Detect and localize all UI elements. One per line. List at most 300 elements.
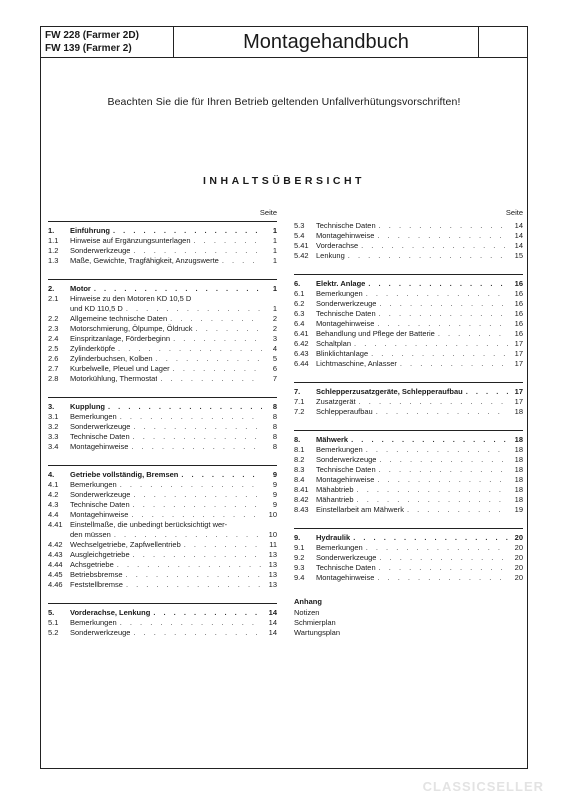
toc-entry (48, 560, 277, 570)
toc-entry-number: 2.2 (48, 314, 59, 323)
safety-warning: Beachten Sie die für Ihren Betrieb geltenden Unfallverhütungsvorschriften! (107, 96, 461, 108)
toc-leader-dots (173, 364, 262, 374)
toc-entry-number: 2.4 (48, 334, 59, 343)
toc-leader-dots (379, 563, 508, 573)
toc-leader-dots (133, 490, 262, 500)
appendix-item: Schmierplan (294, 618, 336, 627)
toc-right-column (294, 207, 523, 638)
toc-entry (294, 359, 523, 369)
toc-entry (294, 251, 523, 261)
toc-entry-page: 20 (514, 563, 523, 572)
toc-entry (48, 540, 277, 550)
watermark-logo: CLASSICSELLER (422, 779, 544, 794)
toc-entry-title: Ausgleichgetriebe (70, 550, 130, 559)
toc-entry (294, 299, 523, 309)
toc-entry-title: Bemerkungen (70, 618, 117, 627)
toc-entry-number: 8.42 (294, 495, 309, 504)
toc-leader-dots (133, 628, 262, 638)
toc-leader-dots (379, 309, 508, 319)
toc-entry-page: 1 (272, 246, 277, 255)
toc-entry (294, 485, 523, 495)
toc-entry (48, 344, 277, 354)
toc-leader-dots (184, 540, 262, 550)
toc-entry-number: 6.2 (294, 299, 305, 308)
toc-entry-title: Hinweise auf Ergänzungsunterlagen (70, 236, 191, 245)
toc-entry-title: Einspritzanlage, Förderbeginn (70, 334, 171, 343)
toc-entry-number: 6.4 (294, 319, 305, 328)
toc-entry-title: Mähantrieb (316, 495, 354, 504)
toc-section (294, 528, 523, 583)
toc-entry-title: Montagehinweise (70, 442, 129, 451)
toc-entry-title: Montagehinweise (316, 475, 375, 484)
toc-leader-dots (357, 485, 508, 495)
toc-entry-page: 3 (272, 334, 277, 343)
toc-leader-dots (120, 412, 262, 422)
toc-leader-dots (379, 221, 508, 231)
toc-entry-page: 18 (514, 445, 523, 454)
toc-entry (48, 402, 277, 412)
toc-leader-dots (133, 550, 262, 560)
toc-leader-dots (114, 530, 262, 540)
toc-entry-number: 2. (48, 284, 55, 293)
toc-entry (294, 329, 523, 339)
toc-entry-number: 4.46 (48, 580, 63, 589)
toc-entry (48, 246, 277, 256)
appendix-item: Wartungsplan (294, 628, 340, 637)
toc-entry (294, 339, 523, 349)
toc-entry-title: Achsgetriebe (70, 560, 114, 569)
toc-entry-number: 3.3 (48, 432, 59, 441)
toc-section (294, 274, 523, 369)
toc-entry-number: 6.42 (294, 339, 309, 348)
toc-entry-title: Motor (70, 284, 91, 293)
page-column-label: Seite (259, 208, 277, 217)
toc-entry-page: 14 (268, 618, 277, 627)
toc-entry-number: 5.3 (294, 221, 305, 230)
toc-entry-page: 1 (272, 226, 277, 235)
toc-entry-page: 1 (272, 256, 277, 265)
toc-entry-title: Sonderwerkzeuge (316, 553, 377, 562)
toc-entry-page: 18 (514, 407, 523, 416)
toc-entry (294, 573, 523, 583)
toc-entry-title: Vorderachse, Lenkung (70, 608, 151, 617)
toc-entry-title: den müssen (70, 530, 111, 539)
toc-entry-number: 5.1 (48, 618, 59, 627)
toc-entry-page: 7 (272, 374, 277, 383)
toc-entry-page: 13 (268, 580, 277, 589)
toc-leader-dots (160, 374, 262, 384)
toc-entry-title: Technische Daten (316, 465, 376, 474)
toc-leader-dots (361, 241, 508, 251)
toc-entry-page: 10 (268, 530, 277, 539)
toc-leader-dots (118, 344, 262, 354)
toc-entry-number: 8.1 (294, 445, 305, 454)
toc-entry-title: Bemerkungen (70, 412, 117, 421)
toc-entry (48, 580, 277, 590)
model-2: FW 139 (Farmer 2) (45, 43, 132, 54)
toc-entry-title: Feststellbremse (70, 580, 123, 589)
toc-entry-page: 19 (514, 505, 523, 514)
toc-entry (294, 407, 523, 417)
toc-entry-page: 11 (269, 540, 277, 549)
model-1: FW 228 (Farmer 2D) (45, 30, 139, 41)
toc-entry-number: 3. (48, 402, 55, 411)
toc-entry (48, 618, 277, 628)
toc-entry-title: Motorschmierung, Ölpumpe, Öldruck (70, 324, 193, 333)
toc-entry-title: Blinklichtanlage (316, 349, 369, 358)
toc-entry-number: 8.2 (294, 455, 305, 464)
toc-entry (48, 490, 277, 500)
toc-entry-page: 9 (272, 500, 277, 509)
toc-entry-number: 6.1 (294, 289, 305, 298)
toc-entry-page: 18 (514, 435, 523, 444)
toc-entry-page: 8 (272, 442, 277, 451)
toc-entry-number: 2.1 (48, 294, 59, 303)
toc-entry-number: 4.45 (48, 570, 63, 579)
toc-entry-number: 6.41 (294, 329, 309, 338)
toc-entry-page: 17 (514, 397, 523, 406)
toc-entry-title: Elektr. Anlage (316, 279, 366, 288)
document-header (40, 26, 528, 58)
toc-entry-title: Zylinderbuchsen, Kolben (70, 354, 153, 363)
toc-entry-title: Hydraulik (316, 533, 351, 542)
toc-entry-page: 14 (514, 231, 523, 240)
toc-leader-dots (222, 256, 262, 266)
toc-entry-number: 4.43 (48, 550, 63, 559)
toc-entry-number: 8.3 (294, 465, 305, 474)
toc-entry-page: 8 (272, 432, 277, 441)
toc-entry (294, 495, 523, 505)
toc-entry-number: 9.4 (294, 573, 305, 582)
toc-entry-number: 2.8 (48, 374, 59, 383)
toc-leader-dots (377, 319, 508, 329)
toc-entry-page: 6 (272, 364, 277, 373)
toc-entry (294, 397, 523, 407)
toc-entry (48, 608, 277, 618)
toc-entry-title: Mähwerk (316, 435, 349, 444)
toc-leader-dots (377, 573, 508, 583)
toc-entry-page: 9 (272, 470, 277, 479)
toc-leader-dots (153, 608, 262, 618)
toc-entry-page: 8 (272, 412, 277, 421)
toc-entry-page: 9 (272, 490, 277, 499)
toc-entry (294, 349, 523, 359)
toc-entry (294, 309, 523, 319)
toc-entry-page: 14 (268, 628, 277, 637)
toc-entry (48, 304, 277, 314)
toc-entry-page: 13 (268, 570, 277, 579)
toc-entry (294, 455, 523, 465)
toc-entry-page: 8 (272, 402, 277, 411)
toc-leader-dots (120, 618, 262, 628)
toc-entry-page: 2 (272, 324, 277, 333)
toc-entry-title: Technische Daten (316, 563, 376, 572)
toc-entry-title: Bemerkungen (316, 543, 363, 552)
toc-leader-dots (113, 226, 262, 236)
toc-entry-number: 6.44 (294, 359, 309, 368)
toc-entry-title: Einstellmaße, die unbedingt berücksichtigt wer- (70, 520, 228, 529)
toc-leader-dots (126, 580, 262, 590)
toc-entry-title: Sonderwerkzeuge (316, 455, 377, 464)
toc-entry-number: 4. (48, 470, 55, 479)
toc-entry (48, 354, 277, 364)
toc-leader-dots (351, 435, 508, 445)
toc-section (48, 465, 277, 590)
toc-entry (294, 543, 523, 553)
toc-entry-number: 9.1 (294, 543, 305, 552)
toc-entry (48, 470, 277, 480)
toc-entry-title: Behandlung und Pflege der Batterie (316, 329, 435, 338)
toc-leader-dots (359, 397, 508, 407)
toc-entry-title: Sonderwerkzeuge (70, 246, 131, 255)
toc-entry-number: 5.2 (48, 628, 59, 637)
appendix-items (294, 608, 523, 638)
toc-entry-title: Schaltplan (316, 339, 352, 348)
toc-entry-page: 20 (514, 533, 523, 542)
toc-leader-dots (170, 314, 262, 324)
toc-entry (48, 520, 277, 530)
toc-leader-dots (353, 533, 508, 543)
toc-entry-number: 7.2 (294, 407, 305, 416)
toc-leader-dots (357, 495, 508, 505)
document-title: Montagehandbuch (174, 27, 479, 57)
toc-entry-title: Sonderwerkzeuge (316, 299, 377, 308)
toc-entry-page: 17 (514, 387, 523, 396)
toc-entry-number: 2.5 (48, 344, 59, 353)
toc-entry (48, 442, 277, 452)
toc-entry (48, 236, 277, 246)
toc-entry-number: 1.2 (48, 246, 59, 255)
toc-leader-dots (377, 475, 508, 485)
toc-entry-page: 18 (514, 475, 523, 484)
toc-entry (294, 319, 523, 329)
toc-entry-page: 14 (514, 221, 523, 230)
toc-entry (294, 221, 523, 231)
toc-leader-dots (377, 231, 508, 241)
toc-entry-title: Wechselgetriebe, Zapfwellentrieb (70, 540, 181, 549)
toc-leader-dots (438, 329, 508, 339)
toc-leader-dots (376, 407, 508, 417)
header-blank-cell (479, 27, 527, 57)
toc-entry-title: Getriebe vollständig, Bremsen (70, 470, 179, 479)
toc-leader-dots (126, 304, 262, 314)
toc-entry-number: 2.7 (48, 364, 59, 373)
toc-entry-number: 7. (294, 387, 301, 396)
toc-entry-number: 3.1 (48, 412, 59, 421)
toc-leader-dots (194, 236, 263, 246)
toc-entry-title: Kurbelwelle, Pleuel und Lager (70, 364, 170, 373)
toc-leader-dots (133, 246, 262, 256)
toc-entry (48, 334, 277, 344)
toc-entry-number: 2.3 (48, 324, 59, 333)
toc-entry-title: Einführung (70, 226, 110, 235)
toc-entry (48, 412, 277, 422)
page-column-label: Seite (505, 208, 523, 217)
toc-entry-number: 9. (294, 533, 301, 542)
toc-entry-number: 1.1 (48, 236, 59, 245)
toc-leader-dots (366, 543, 508, 553)
toc-entry-page: 16 (514, 289, 523, 298)
toc-entry-number: 7.1 (294, 397, 305, 406)
toc-entry-title: Lenkung (316, 251, 345, 260)
toc-leader-dots (133, 422, 262, 432)
toc-entry-number: 4.3 (48, 500, 59, 509)
toc-entry (48, 550, 277, 560)
toc-entry-page: 17 (514, 349, 523, 358)
toc-entry-page: 13 (268, 560, 277, 569)
toc-entry-title: Mähabtrieb (316, 485, 354, 494)
toc-entry-number: 8. (294, 435, 301, 444)
toc-entry-page: 16 (514, 309, 523, 318)
toc-entry-title: Maße, Gewichte, Tragfähigkeit, Anzugswerte (70, 256, 219, 265)
toc-entry (48, 570, 277, 580)
toc-entry-number: 9.3 (294, 563, 305, 572)
toc-entry-page: 20 (514, 573, 523, 582)
toc-section (48, 279, 277, 384)
toc-entry (48, 226, 277, 236)
toc-entry-title: Sonderwerkzeuge (70, 422, 131, 431)
toc-entry-number: 5.41 (294, 241, 309, 250)
toc-entry (48, 530, 277, 540)
toc-entry (294, 435, 523, 445)
toc-leader-dots (126, 570, 262, 580)
toc-entry-page: 13 (268, 550, 277, 559)
toc-entry-title: Kupplung (70, 402, 105, 411)
toc-leader-dots (366, 445, 508, 455)
toc-section (48, 603, 277, 638)
toc-leader-dots (354, 339, 508, 349)
toc-leader-dots (108, 402, 262, 412)
toc-section (48, 397, 277, 452)
appendix-section (294, 596, 523, 638)
appendix-title: Anhang (294, 597, 322, 606)
toc-leader-dots (366, 289, 508, 299)
toc-entry-page: 14 (514, 241, 523, 250)
toc-leader-dots (407, 505, 508, 515)
toc-entry-page: 16 (514, 329, 523, 338)
toc-entry-title: Zusatzgerät (316, 397, 356, 406)
toc-entry-title: Bemerkungen (70, 480, 117, 489)
toc-entry (294, 533, 523, 543)
toc-right-groups (294, 221, 523, 583)
toc-entry-title: Technische Daten (70, 500, 130, 509)
toc-entry-title: Einstellarbeit am Mähwerk (316, 505, 404, 514)
toc-entry (294, 465, 523, 475)
toc-entry-number: 4.1 (48, 480, 59, 489)
toc-entry-page: 18 (514, 495, 523, 504)
toc-entry-title: Sonderwerkzeuge (70, 628, 131, 637)
toc-entry-page: 16 (514, 319, 523, 328)
toc-leader-dots (131, 510, 262, 520)
toc-entry-number: 5.42 (294, 251, 309, 260)
toc-leader-dots (131, 442, 262, 452)
toc-entry-title: Lichtmaschine, Anlasser (316, 359, 397, 368)
toc-entry-title: Betriebsbremse (70, 570, 123, 579)
toc-entry-number: 3.2 (48, 422, 59, 431)
toc-entry-title: Vorderachse (316, 241, 359, 250)
toc-leader-dots (117, 560, 262, 570)
toc-entry (48, 364, 277, 374)
toc-left-groups (48, 221, 277, 638)
toc-entry-title: Zylinderköpfe (70, 344, 116, 353)
toc-entry-number: 9.2 (294, 553, 305, 562)
toc-section (294, 430, 523, 515)
toc-entry-number: 8.43 (294, 505, 309, 514)
toc-entry (294, 563, 523, 573)
toc-entry-number: 4.4 (48, 510, 59, 519)
toc-entry (294, 231, 523, 241)
toc-leader-dots (371, 349, 508, 359)
toc-entry (294, 475, 523, 485)
toc-leader-dots (120, 480, 262, 490)
toc-entry-page: 2 (272, 314, 277, 323)
toc-leader-dots (133, 432, 262, 442)
toc-leader-dots (94, 284, 262, 294)
toc-entry (48, 374, 277, 384)
toc-entry (294, 553, 523, 563)
toc-entry-page: 16 (514, 299, 523, 308)
toc-entry-number: 8.41 (294, 485, 309, 494)
toc-entry (48, 256, 277, 266)
toc-section (48, 221, 277, 266)
toc-entry (48, 324, 277, 334)
toc-entry-title: Montagehinweise (316, 319, 375, 328)
toc-entry-page: 17 (514, 339, 523, 348)
appendix-item: Notizen (294, 608, 320, 617)
toc-entry (294, 279, 523, 289)
toc-entry-page: 1 (272, 236, 277, 245)
toc-entry-page: 10 (268, 510, 277, 519)
toc-leader-dots (181, 470, 262, 480)
toc-leader-dots (368, 279, 508, 289)
toc-entry-page: 4 (272, 344, 277, 353)
toc-entry (48, 314, 277, 324)
toc-entry-number: 2.6 (48, 354, 59, 363)
toc-section (294, 221, 523, 261)
toc-leader-dots (156, 354, 262, 364)
toc-entry-title: Bemerkungen (316, 445, 363, 454)
toc-left-column (48, 207, 277, 651)
toc-entry-number: 5.4 (294, 231, 305, 240)
toc-leader-dots (379, 553, 508, 563)
toc-entry-number: 1.3 (48, 256, 59, 265)
toc-entry-title: Hinweise zu den Motoren KD 10,5 D (70, 294, 192, 303)
toc-section (294, 382, 523, 417)
toc-entry-page: 18 (514, 455, 523, 464)
toc-entry-page: 1 (272, 284, 277, 293)
toc-leader-dots (173, 334, 262, 344)
toc-entry-page: 16 (514, 279, 523, 288)
toc-entry (48, 480, 277, 490)
toc-entry-title: Allgemeine technische Daten (70, 314, 168, 323)
toc-leader-dots (196, 324, 262, 334)
toc-entry-page: 1 (272, 304, 277, 313)
toc-entry-page: 18 (514, 485, 523, 494)
toc-entry (294, 505, 523, 515)
toc-entry (48, 284, 277, 294)
toc-leader-dots (379, 455, 508, 465)
toc-entry-number: 8.4 (294, 475, 305, 484)
toc-entry (294, 289, 523, 299)
toc-leader-dots (379, 465, 508, 475)
toc-entry-page: 9 (272, 480, 277, 489)
toc-entry-page: 18 (514, 465, 523, 474)
toc-heading: INHALTSÜBERSICHT (203, 175, 365, 187)
toc-entry-page: 14 (268, 608, 277, 617)
toc-entry-title: und KD 110,5 D (70, 304, 123, 313)
toc-entry-number: 5. (48, 608, 55, 617)
toc-entry-number: 6.43 (294, 349, 309, 358)
